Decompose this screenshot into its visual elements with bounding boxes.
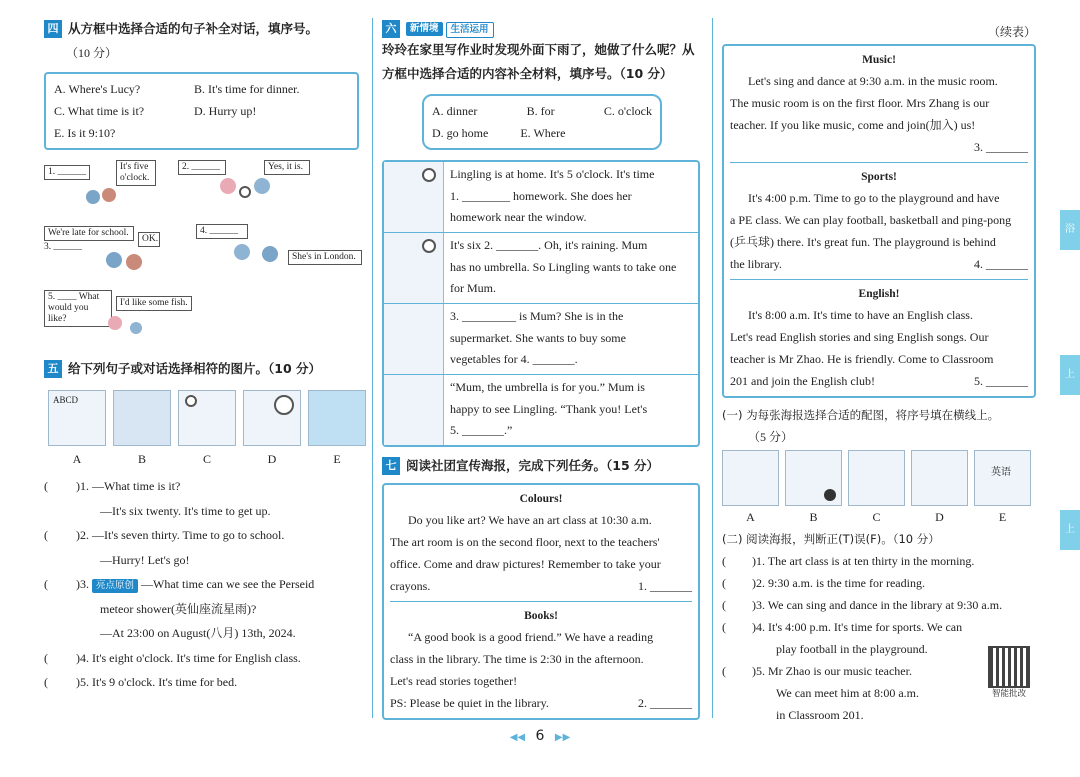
- story-panel-1: [384, 162, 698, 232]
- poster-text: 201 and join the English club!: [730, 374, 875, 388]
- column-right: [722, 24, 1036, 726]
- clock-icon: [274, 395, 294, 415]
- poster-title: Books!: [524, 610, 558, 622]
- item-text: —What time is it?: [92, 479, 181, 493]
- panel-text: It's six 2. _______. Oh, it's raining. Mum: [450, 238, 648, 252]
- football-icon: [824, 489, 836, 501]
- match-item-1: [44, 474, 366, 499]
- option-e: E. Is it 9:10?: [54, 126, 116, 140]
- boy-figure: [262, 246, 278, 262]
- side-tab[interactable]: [1060, 355, 1080, 395]
- panel-picture: [384, 375, 444, 445]
- item-text: —It's seven thirty. Time to go to school.: [92, 528, 285, 542]
- boy-figure: [254, 178, 270, 194]
- poster-text: a PE class. We can play football, basketball and ping-pong: [730, 213, 1012, 227]
- item-number: )2.: [752, 576, 765, 590]
- poster-text: Do you like art? We have an art class at 10:30 a.m.: [408, 513, 652, 527]
- item-text: It's eight o'clock. It's time for English class.: [92, 650, 301, 665]
- poster-text: teacher. If you like music, come and join(加入) us!: [730, 118, 976, 132]
- picture-a-singing: [722, 450, 779, 506]
- panel-text: supermarket. She wants to buy some: [450, 330, 626, 345]
- dialogue-3-reply: OK.: [138, 232, 160, 247]
- story-panel-2: [384, 233, 698, 303]
- dialogue-2-bubble: Yes, it is.: [264, 160, 310, 175]
- picture-a: [48, 390, 106, 446]
- item-text: Mr Zhao is our music teacher.: [768, 664, 912, 678]
- option-c: C. What time is it?: [54, 104, 145, 118]
- boy-figure: [234, 244, 250, 260]
- item-text: —What time can we see the Perseid: [141, 577, 315, 591]
- poster-text: the library.: [730, 257, 782, 271]
- highlight-tag: 亮点原创: [92, 579, 138, 593]
- item-number: )3.: [752, 598, 765, 612]
- option-a: A. dinner: [432, 104, 478, 118]
- poster-music: [730, 46, 1028, 162]
- task-2-instruction: (二) 阅读海报，判断正(T)误(F)。（10 分）: [722, 532, 940, 546]
- poster-text: The music room is on the first floor. Mrs Zhang is our: [730, 96, 990, 110]
- picture-b-football: [785, 450, 842, 506]
- item-text: We can meet him at 8:00 a.m.: [776, 686, 919, 700]
- paren: (: [44, 528, 48, 542]
- tf-item-4: ( )4. It's 4:00 p.m. It's time for sports. We can: [722, 620, 963, 634]
- option-d: D. go home: [432, 126, 489, 140]
- dialogue-1-bubble: It's five o'clock.: [116, 160, 156, 186]
- panel-picture: [384, 233, 444, 303]
- poster-books: [390, 602, 692, 718]
- dialogue-1-blank: 1. ______: [44, 165, 90, 180]
- item-text: in Classroom 201.: [776, 708, 864, 722]
- tf-item-3: ( )3. We can sing and dance in the library at 9:30 a.m.: [722, 598, 1003, 612]
- paren: (: [44, 650, 48, 665]
- tf-item-1: ( )1. The art class is at ten thirty in the morning.: [722, 554, 975, 568]
- section-number: 七: [382, 457, 400, 475]
- panel-picture: [384, 304, 444, 374]
- column-middle: [382, 18, 702, 720]
- running-children: [126, 254, 142, 270]
- clock-icon: [422, 168, 436, 182]
- item-number: )4.: [76, 650, 89, 665]
- picture-labels: [722, 506, 1036, 528]
- story-panels: [382, 160, 700, 447]
- section-6-title: 六 新情境 生活运用 玲玲在家里写作业时发现外面下雨了，她做了什么呢？从方框中选择合适的内容补全材料，填序号。（10 分）: [382, 22, 695, 81]
- child-figure: [102, 188, 116, 202]
- label-d: D: [267, 452, 277, 466]
- column-divider: [712, 18, 713, 718]
- poster-text: “A good book is a good friend.” We have a reading: [408, 630, 654, 644]
- picture-d: [243, 390, 301, 446]
- dialogue-3-blank: 3. ______: [44, 242, 82, 252]
- picture-c-painting: [848, 450, 905, 506]
- running-children: [106, 252, 122, 268]
- poster-text: PS: Please be quiet in the library.: [390, 696, 549, 710]
- poster-title: Sports!: [861, 171, 897, 183]
- poster-text: It's 4:00 p.m. Time to go to the playground and have: [748, 191, 1000, 205]
- match-item-2: [44, 523, 366, 548]
- section-title-text: 阅读社团宣传海报，完成下列任务。（15 分）: [406, 458, 659, 473]
- column-left: [44, 18, 366, 695]
- poster-text: teacher is Mr Zhao. He is friendly. Come to Classroom: [730, 352, 994, 366]
- child-figure: [130, 322, 142, 334]
- new-context-tag: 新情境: [406, 22, 443, 36]
- label-a: A: [72, 452, 82, 466]
- options-box: [422, 94, 662, 150]
- picture-d-reading: [911, 450, 968, 506]
- tf-item-5: ( )5. Mr Zhao is our music teacher.: [722, 664, 912, 678]
- panel-text: 3. _________ is Mum? She is in the: [450, 309, 624, 323]
- item-text: —It's six twenty. It's time to get up.: [100, 503, 271, 518]
- poster-sports: [730, 163, 1028, 279]
- section-title-text: 给下列句子或对话选择相符的图片。（10 分）: [68, 361, 321, 376]
- blackboard-text: ABCD: [53, 395, 79, 405]
- panel-text: has no umbrella. So Lingling wants to take one: [450, 259, 677, 274]
- label-b: B: [809, 510, 818, 524]
- side-tab-label: 上: [1065, 369, 1075, 380]
- picture-e-english-book: [974, 450, 1031, 506]
- clock-icon: [422, 239, 436, 253]
- qr-code-block[interactable]: [986, 646, 1032, 700]
- picture-b: [113, 390, 171, 446]
- poster-text: Let's sing and dance at 9:30 a.m. in the music room.: [748, 74, 998, 88]
- poster-text: (乒乓球) there. It's great fun. The playground is behind: [730, 235, 996, 249]
- panel-text: for Mum.: [450, 281, 496, 295]
- side-tab-label: 浴: [1065, 224, 1075, 235]
- picture-labels: [44, 448, 366, 470]
- poster-text: class in the library. The time is 2:30 in the afternoon.: [390, 652, 644, 666]
- answer-blank-3[interactable]: 3. _______: [974, 140, 1028, 154]
- poster-title: Music!: [862, 54, 896, 66]
- poster-english: [730, 280, 1028, 396]
- section-7-title: [382, 455, 702, 477]
- panel-text: “Mum, the umbrella is for you.” Mum is: [450, 380, 645, 394]
- poster-text: Let's read English stories and sing English songs. Our: [730, 330, 989, 344]
- item-text: We can sing and dance in the library at 9:30 a.m.: [767, 598, 1003, 612]
- panel-text: 5. _______.”: [450, 423, 513, 437]
- panel-text: homework near the window.: [450, 210, 587, 224]
- task-1-instruction: (一) 为每张海报选择合适的配图，将序号填在横线上。: [722, 408, 1000, 422]
- life-use-tag: 生活运用: [446, 22, 494, 38]
- side-tab-label: 上: [1065, 524, 1075, 535]
- qr-label: 智能批改: [991, 689, 1026, 699]
- page-footer: [0, 728, 1080, 744]
- task-1-score: （5 分）: [748, 430, 794, 444]
- item-text: —At 23:00 on August(八月) 13th, 2024.: [100, 626, 296, 640]
- option-e: E. Where: [520, 126, 566, 140]
- side-tab[interactable]: [1060, 210, 1080, 250]
- panel-text: happy to see Lingling. “Thank you! Let's: [450, 401, 648, 416]
- next-arrows-icon: ▶▶: [554, 732, 571, 743]
- poster-box: [382, 483, 700, 720]
- section-score: （10 分）: [66, 46, 118, 60]
- paren: (: [44, 675, 48, 689]
- panel-picture: [384, 162, 444, 232]
- answer-blank-1[interactable]: 1. _______: [638, 579, 692, 593]
- picture-e: [308, 390, 366, 446]
- dialogue-5-reply: I'd like some fish.: [116, 296, 192, 311]
- qr-code-icon: [988, 646, 1030, 688]
- option-b: B. It's time for dinner.: [194, 82, 300, 96]
- poster-text: Let's read stories together!: [390, 674, 518, 688]
- item-number: )5.: [752, 664, 765, 678]
- panel-text: 1. ________ homework. She does her: [450, 188, 632, 203]
- label-c: C: [872, 510, 881, 524]
- item-text: 9:30 a.m. is the time for reading.: [768, 576, 925, 590]
- paren: (: [44, 577, 48, 591]
- picture-c: [178, 390, 236, 446]
- picture-row: [44, 390, 366, 446]
- label-e: E: [333, 452, 341, 466]
- answer-blank-2[interactable]: 2. _______: [638, 696, 692, 710]
- dialogue-2-blank: 2. ______: [178, 160, 226, 175]
- item-number: )4.: [752, 620, 765, 634]
- child-figure: [86, 190, 100, 204]
- true-false-items: [722, 550, 1036, 726]
- poster-picture-row: [722, 450, 1036, 506]
- item-text: —Hurry! Let's go!: [100, 552, 190, 567]
- section-title-text: 从方框中选择合适的句子补全对话，填序号。: [68, 21, 319, 36]
- woman-figure: [108, 316, 122, 330]
- section-number: 六: [382, 20, 400, 38]
- item-text: The art class is at ten thirty in the morning.: [767, 554, 975, 568]
- item-text: It's 9 o'clock. It's time for bed.: [92, 675, 238, 689]
- item-number: )3.: [76, 577, 89, 591]
- paren: (: [44, 479, 48, 493]
- story-panel-4: [384, 375, 698, 445]
- option-c: C. o'clock: [603, 104, 652, 118]
- poster-title: English!: [858, 288, 900, 300]
- option-a: A. Where's Lucy?: [54, 82, 141, 96]
- section-number: 五: [44, 360, 62, 378]
- side-tab[interactable]: [1060, 510, 1080, 550]
- poster-title: Colours!: [519, 493, 563, 505]
- label-e: E: [998, 510, 1007, 524]
- label-d: D: [935, 510, 944, 524]
- section-4-title: [44, 18, 366, 40]
- poster-colours: [390, 485, 692, 601]
- panel-text: vegetables for 4. _______.: [450, 352, 578, 366]
- answer-blank-5[interactable]: 5. _______: [974, 374, 1028, 388]
- poster-box-continued: [722, 44, 1036, 398]
- poster-text: It's 8:00 a.m. It's time to have an English class.: [748, 308, 973, 322]
- prev-arrows-icon: ◀◀: [509, 732, 526, 743]
- item-text: play football in the playground.: [776, 642, 928, 656]
- poster-text: crayons.: [390, 579, 431, 593]
- page-number: 6: [535, 728, 545, 744]
- item-number: )1.: [752, 554, 765, 568]
- dialogue-5-bubble: 5. ____ What would you like?: [44, 290, 112, 327]
- poster-text: office. Come and draw pictures! Remember to take your: [390, 557, 661, 571]
- clock-icon: [239, 186, 251, 198]
- dialogue-3-bubble: We're late for school.: [44, 226, 134, 241]
- dialogue-4-bubble: She's in London.: [288, 250, 362, 265]
- label-c: C: [202, 452, 211, 466]
- tf-item-2: ( )2. 9:30 a.m. is the time for reading.: [722, 576, 925, 590]
- clock-icon: [185, 395, 197, 407]
- girl-figure: [220, 178, 236, 194]
- dialogue-4-blank: 4. ______: [196, 224, 248, 239]
- section-number: 四: [44, 20, 62, 38]
- story-panel-3: [384, 304, 698, 374]
- label-b: B: [137, 452, 146, 466]
- item-text: It's 4:00 p.m. It's time for sports. We can: [768, 620, 963, 634]
- poster-text: The art room is on the second floor, next to the teachers': [390, 535, 660, 549]
- options-box: [44, 72, 359, 150]
- label-a: A: [746, 510, 755, 524]
- matching-items: [44, 474, 366, 695]
- item-number: )2.: [76, 528, 89, 542]
- column-divider: [372, 18, 373, 718]
- item-number: )5.: [76, 675, 89, 689]
- answer-blank-4[interactable]: 4. _______: [974, 257, 1028, 271]
- match-item-3: [44, 572, 366, 597]
- match-item-5: [44, 670, 366, 695]
- item-number: )1.: [76, 479, 89, 493]
- option-d: D. Hurry up!: [194, 104, 257, 118]
- item-text: meteor shower(英仙座流星雨)?: [100, 601, 257, 616]
- dialogue-pictures: [44, 160, 366, 370]
- book-title: 英语: [991, 467, 1011, 478]
- match-item-4: [44, 646, 366, 671]
- continued-label: （续表）: [987, 25, 1036, 39]
- panel-text: Lingling is at home. It's 5 o'clock. It's time: [450, 167, 655, 181]
- option-b: B. for: [526, 104, 555, 118]
